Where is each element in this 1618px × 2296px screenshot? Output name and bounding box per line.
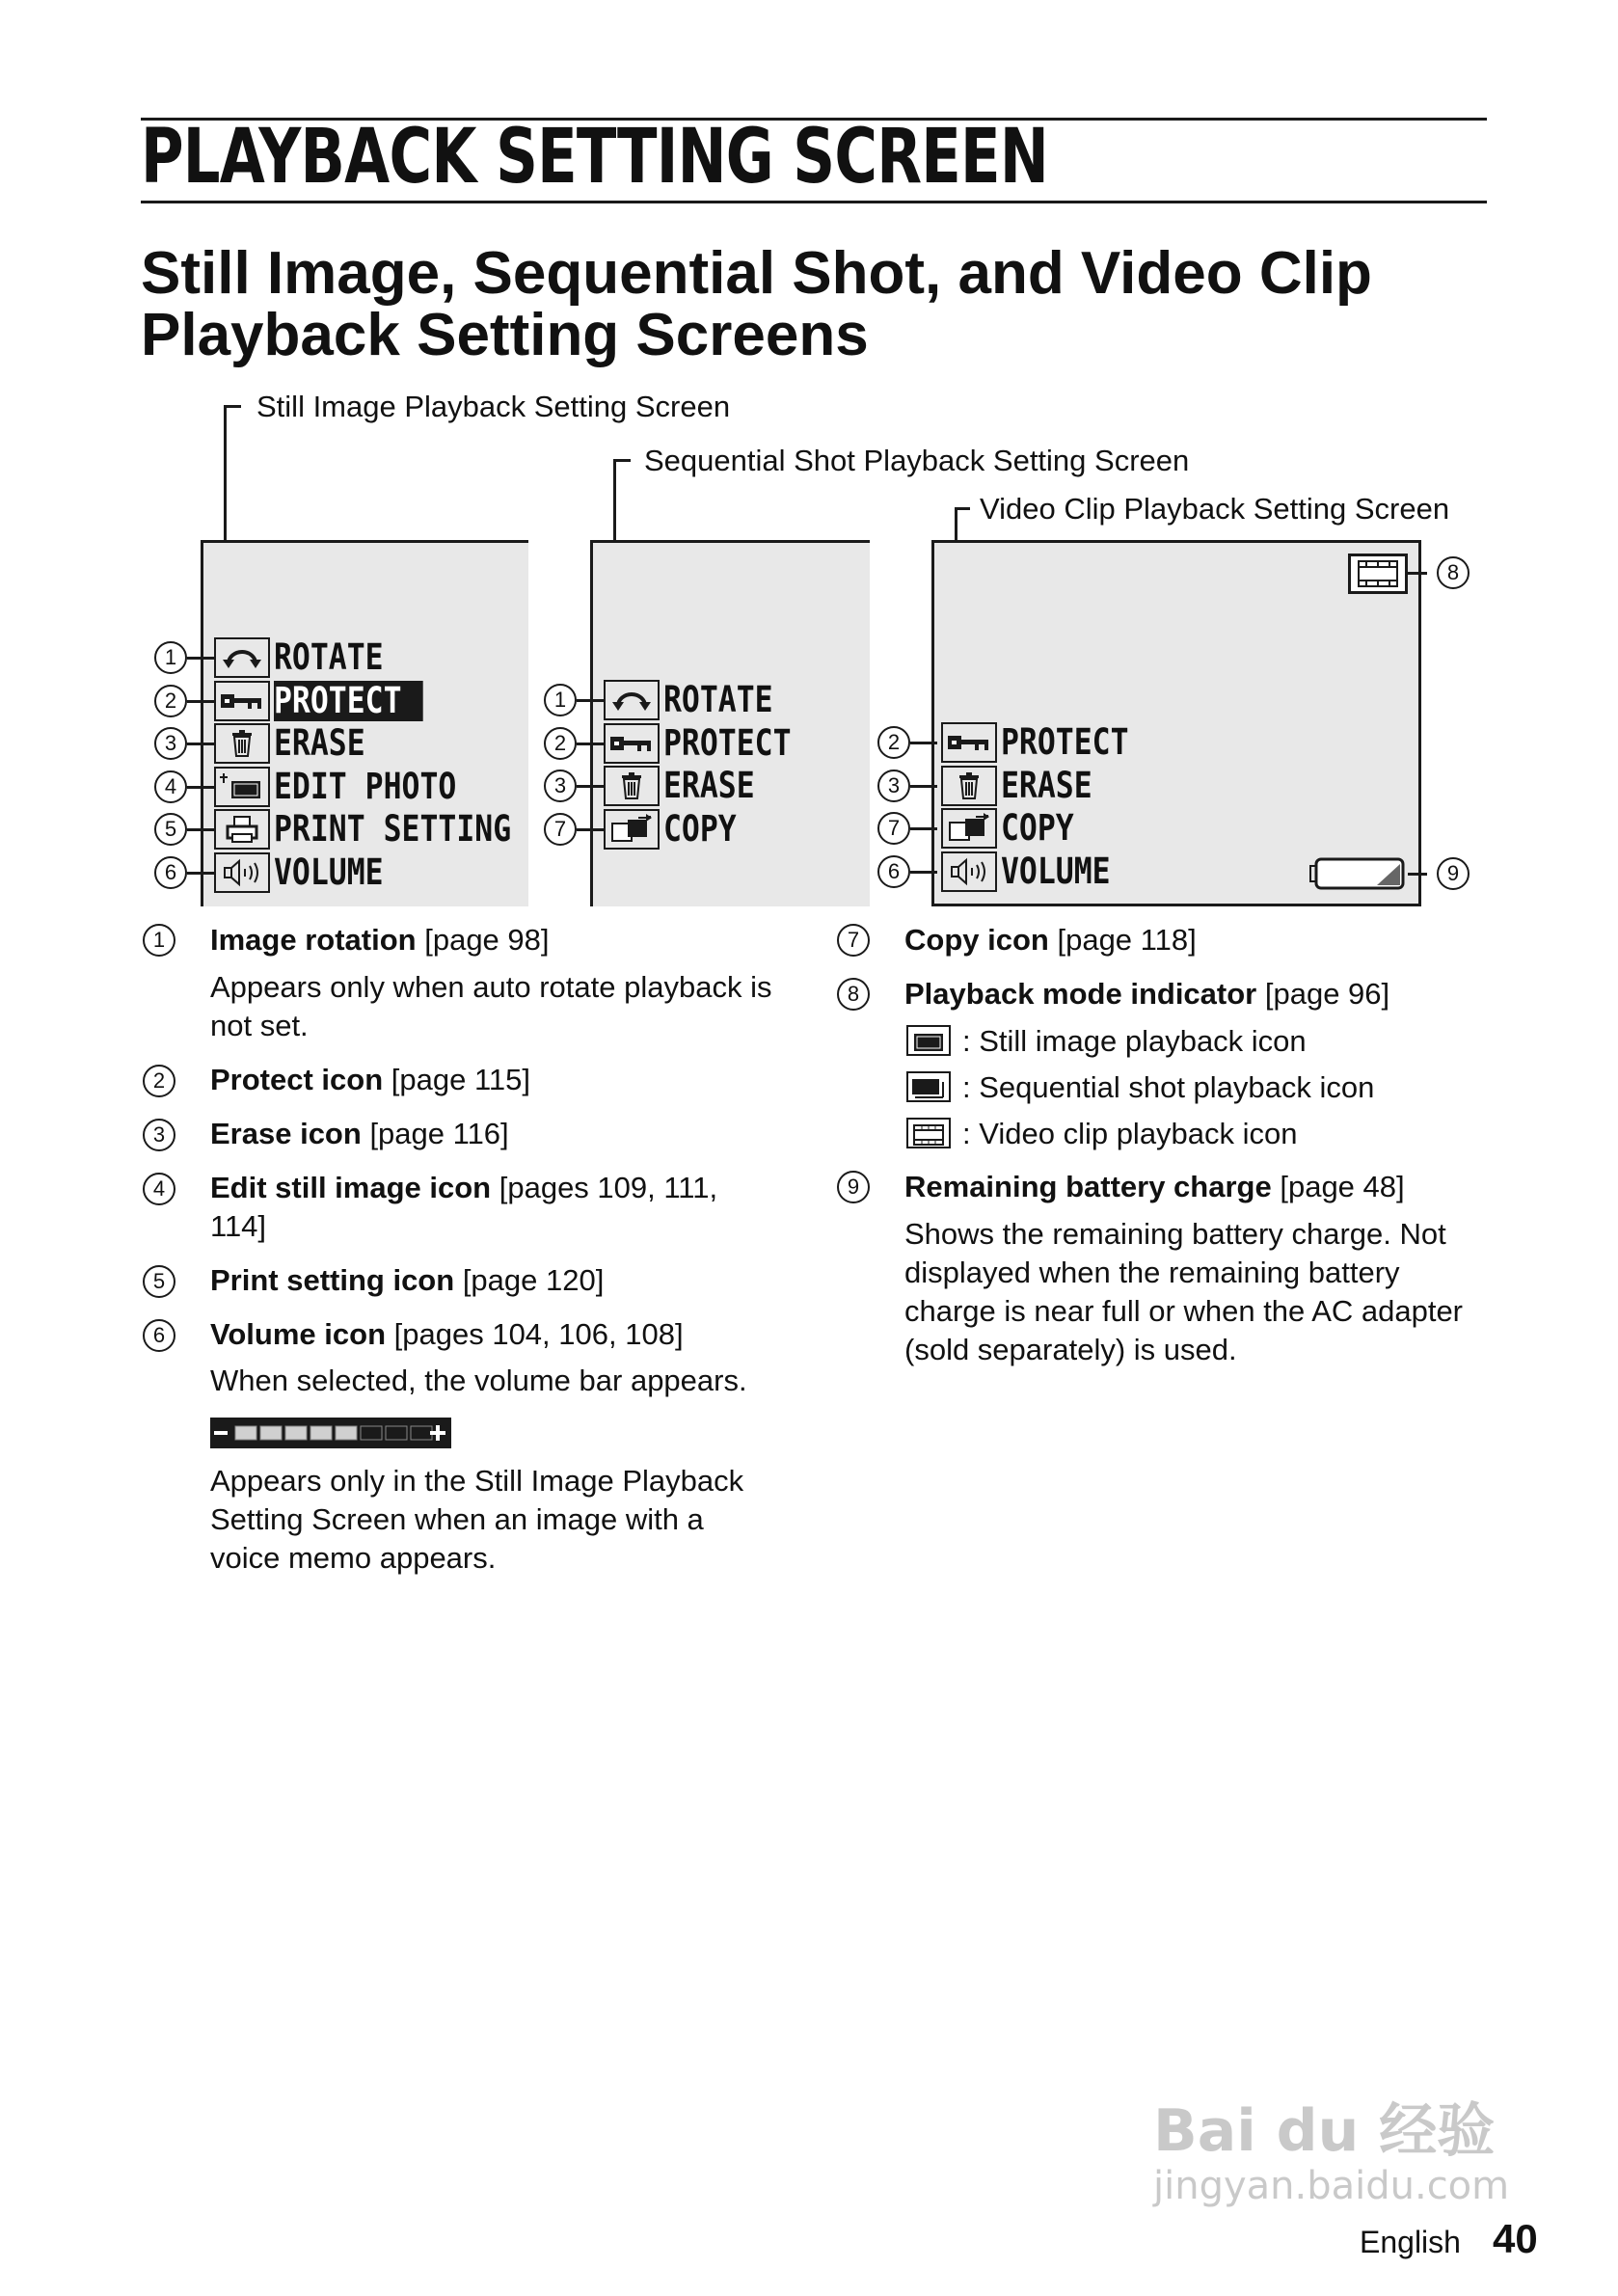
legend-item-7: Copy icon [page 118]	[904, 923, 1197, 957]
sequential-marker-line	[577, 828, 604, 831]
still-marker-line	[187, 743, 214, 745]
film-icon	[1351, 556, 1405, 591]
key-icon[interactable]	[941, 722, 997, 763]
key-icon[interactable]	[604, 723, 660, 764]
marker-8-line	[1408, 572, 1427, 575]
footer-language: English	[1360, 2225, 1461, 2259]
mode-still: : Still image playback icon	[906, 1022, 1307, 1061]
legend-item-3: Erase icon [page 116]	[210, 1117, 509, 1150]
still-menu-protect[interactable]: PROTECT	[274, 681, 423, 721]
still-marker-3: 3	[154, 727, 187, 760]
legend-item-4: Edit still image icon [pages 109, 111, 114]	[210, 1171, 718, 1243]
legend-num-7: 7	[837, 924, 870, 957]
callout-tick-sequential	[613, 459, 631, 462]
still-menu-rotate[interactable]: ROTATE	[274, 636, 384, 678]
sequential-playback-icon	[906, 1071, 951, 1102]
legend-item-2: Protect icon [page 115]	[210, 1063, 531, 1096]
section-heading: Still Image, Sequential Shot, and Video Clip Playback Setting Screens	[141, 240, 1372, 368]
volume-segment	[411, 1426, 432, 1440]
video-marker-line	[910, 871, 937, 874]
legend-item-1: Image rotation [page 98]	[210, 923, 550, 957]
callout-video: Video Clip Playback Setting Screen	[980, 492, 1450, 526]
video-marker-7: 7	[877, 812, 910, 845]
video-marker-line	[910, 742, 937, 744]
video-marker-2: 2	[877, 726, 910, 759]
sequential-marker-1: 1	[544, 684, 577, 716]
legend-num-9: 9	[837, 1171, 870, 1203]
callout-sequential: Sequential Shot Playback Setting Screen	[644, 444, 1190, 477]
volume-segment	[361, 1426, 382, 1440]
legend-desc-9: Shows the remaining battery charge. Not displayed when the remaining battery charge is near full or when the AC adapter (sold separately) is used.	[904, 1217, 1464, 1366]
sequential-menu-rotate[interactable]: ROTATE	[663, 679, 773, 720]
legend-item-8: Playback mode indicator [page 96]	[904, 977, 1390, 1011]
speaker-icon[interactable]	[941, 851, 997, 892]
volume-bar	[210, 1418, 451, 1448]
still-marker-line	[187, 828, 214, 831]
trash-icon[interactable]	[941, 766, 997, 806]
sequential-marker-line	[577, 743, 604, 745]
callout-tick-still	[224, 405, 241, 408]
video-marker-6: 6	[877, 855, 910, 888]
minus-icon	[214, 1431, 228, 1435]
sequential-marker-line	[577, 699, 604, 702]
still-marker-5: 5	[154, 813, 187, 846]
marker-9: 9	[1437, 857, 1470, 890]
callout-line-sequential	[613, 459, 616, 540]
legend-num-3: 3	[143, 1119, 175, 1151]
legend-num-2: 2	[143, 1065, 175, 1097]
video-marker-line	[910, 827, 937, 830]
legend-item-6: Volume icon [pages 104, 106, 108]	[210, 1317, 684, 1351]
video-menu-copy[interactable]: COPY	[1001, 807, 1074, 849]
trash-icon[interactable]	[604, 766, 660, 806]
legend-num-5: 5	[143, 1265, 175, 1298]
page-title: PLAYBACK SETTING SCREEN	[141, 114, 1048, 201]
mode-video: : Video clip playback icon	[906, 1115, 1298, 1153]
marker-9-line	[1408, 873, 1427, 876]
watermark-brand: Bai du 经验	[1153, 2097, 1496, 2165]
sequential-marker-2: 2	[544, 727, 577, 760]
sequential-menu-copy[interactable]: COPY	[663, 808, 737, 850]
video-marker-3: 3	[877, 770, 910, 802]
volume-segment	[285, 1426, 307, 1440]
title-underline	[141, 201, 1487, 203]
edit-photo-icon[interactable]	[214, 767, 270, 807]
still-marker-line	[187, 700, 214, 703]
legend-desc-6: When selected, the volume bar appears.	[210, 1364, 747, 1397]
still-menu-erase[interactable]: ERASE	[274, 722, 365, 764]
speaker-icon[interactable]	[214, 852, 270, 893]
marker-8: 8	[1437, 556, 1470, 589]
printer-icon[interactable]	[214, 809, 270, 850]
sequential-menu-protect[interactable]: PROTECT	[663, 722, 792, 764]
callout-still: Still Image Playback Setting Screen	[256, 390, 731, 423]
volume-segment	[336, 1426, 357, 1440]
callout-tick-video	[955, 507, 970, 510]
video-clip-mode-indicator	[1348, 554, 1408, 594]
still-menu-edit-photo[interactable]: EDIT PHOTO	[274, 766, 457, 807]
still-playback-icon	[906, 1025, 951, 1056]
rotate-icon[interactable]	[214, 637, 270, 678]
page-number: 40	[1493, 2216, 1538, 2261]
sequential-menu-erase[interactable]: ERASE	[663, 765, 755, 806]
callout-line-still	[224, 405, 227, 540]
rotate-icon[interactable]	[604, 680, 660, 720]
volume-segment	[386, 1426, 407, 1440]
legend-num-6: 6	[143, 1319, 175, 1352]
battery-icon	[1309, 856, 1406, 891]
copy-icon[interactable]	[604, 809, 660, 850]
still-marker-2: 2	[154, 685, 187, 717]
volume-segment	[235, 1426, 256, 1440]
sequential-marker-line	[577, 785, 604, 788]
video-menu-erase[interactable]: ERASE	[1001, 765, 1092, 806]
mode-sequential: : Sequential shot playback icon	[906, 1068, 1374, 1107]
still-menu-print-setting[interactable]: PRINT SETTING	[274, 808, 512, 850]
volume-segment	[260, 1426, 282, 1440]
callout-line-video	[955, 507, 957, 540]
video-playback-icon	[906, 1118, 951, 1148]
still-marker-line	[187, 872, 214, 875]
still-marker-1: 1	[154, 641, 187, 674]
video-menu-volume[interactable]: VOLUME	[1001, 851, 1111, 892]
volume-segment	[310, 1426, 332, 1440]
still-marker-4: 4	[154, 770, 187, 803]
still-marker-6: 6	[154, 856, 187, 889]
sequential-marker-3: 3	[544, 770, 577, 802]
copy-icon[interactable]	[941, 808, 997, 849]
watermark-url: jingyan.baidu.com	[1153, 2164, 1510, 2208]
legend-desc-6b: Appears only in the Still Image Playback Setting Screen when an image with a voice memo appears.	[210, 1464, 744, 1575]
legend-num-1: 1	[143, 924, 175, 957]
still-marker-line	[187, 786, 214, 789]
key-icon[interactable]	[214, 681, 270, 721]
sequential-marker-7: 7	[544, 813, 577, 846]
legend-item-9: Remaining battery charge [page 48]	[904, 1170, 1405, 1203]
trash-icon[interactable]	[214, 723, 270, 764]
video-marker-line	[910, 785, 937, 788]
legend-num-4: 4	[143, 1173, 175, 1205]
still-menu-volume[interactable]: VOLUME	[274, 851, 384, 893]
legend-item-5: Print setting icon [page 120]	[210, 1263, 605, 1297]
legend-num-8: 8	[837, 978, 870, 1011]
video-menu-protect[interactable]: PROTECT	[1001, 721, 1129, 763]
still-marker-line	[187, 657, 214, 660]
legend-desc-1: Appears only when auto rotate playback is not set.	[210, 970, 772, 1042]
